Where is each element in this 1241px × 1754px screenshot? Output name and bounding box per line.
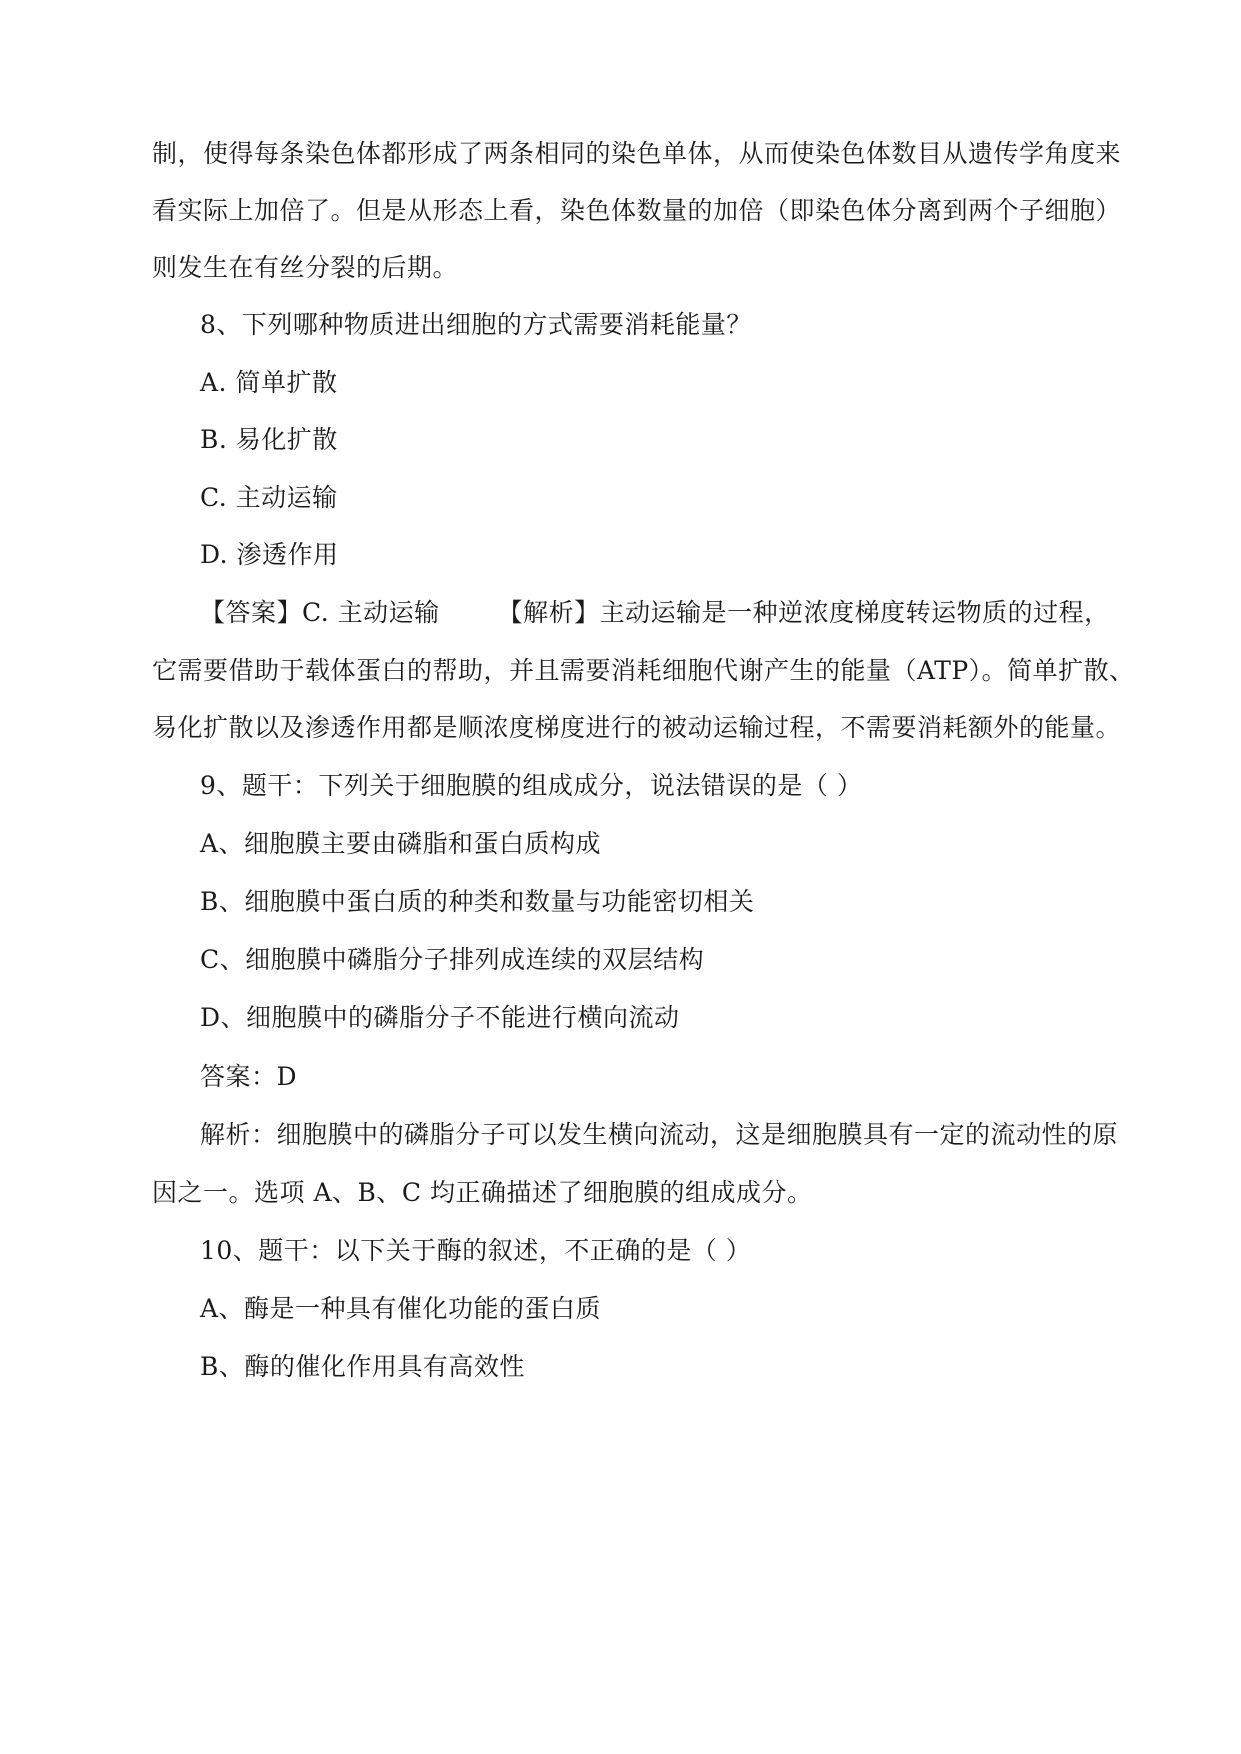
q8-answer-line	[200, 596, 1150, 630]
q8-analysis-line-1: 【解析】主动运输是一种逆浓度梯度转运物质的过程，	[497, 598, 1110, 627]
q7-explanation-line-2: 看实际上加倍了。但是从形态上看，染色体数量的加倍（即染色体分离到两个子细胞）	[152, 196, 1122, 225]
q8-analysis-line-2: 它需要借助于载体蛋白的帮助，并且需要消耗细胞代谢产生的能量（ATP）。简单扩散、	[152, 656, 1135, 685]
q8-option-b: B. 易化扩散	[200, 425, 338, 454]
q10-stem: 10、题干：以下关于酶的叙述，不正确的是（ ）	[200, 1236, 752, 1265]
q9-option-d: D、细胞膜中的磷脂分子不能进行横向流动	[200, 1003, 680, 1032]
q7-explanation-line-1: 制，使得每条染色体都形成了两条相同的染色单体，从而使染色体数目从遗传学角度来	[152, 139, 1122, 168]
q9-answer: 答案：D	[200, 1062, 298, 1091]
q9-option-b: B、细胞膜中蛋白质的种类和数量与功能密切相关	[200, 887, 755, 916]
q8-answer: 【答案】C. 主动运输	[200, 598, 440, 627]
q7-explanation-line-3: 则发生在有丝分裂的后期。	[152, 253, 459, 282]
q8-analysis-line-3: 易化扩散以及渗透作用都是顺浓度梯度进行的被动运输过程，不需要消耗额外的能量。	[152, 713, 1122, 742]
q8-option-a: A. 简单扩散	[200, 368, 338, 397]
q9-stem: 9、题干：下列关于细胞膜的组成成分，说法错误的是（ ）	[200, 771, 863, 800]
q9-analysis-line-2: 因之一。选项 A、B、C 均正确描述了细胞膜的组成成分。	[152, 1178, 813, 1207]
q9-option-c: C、细胞膜中磷脂分子排列成连续的双层结构	[200, 945, 705, 974]
q8-option-d: D. 渗透作用	[200, 540, 339, 569]
q8-option-c: C. 主动运输	[200, 483, 338, 512]
q10-option-a: A、酶是一种具有催化功能的蛋白质	[200, 1294, 602, 1323]
q10-option-b: B、酶的催化作用具有高效性	[200, 1352, 525, 1381]
q8-stem: 8、下列哪种物质进出细胞的方式需要消耗能量？	[200, 310, 752, 339]
q9-analysis-line-1: 解析：细胞膜中的磷脂分子可以发生横向流动，这是细胞膜具有一定的流动性的原	[200, 1120, 1119, 1149]
q9-option-a: A、细胞膜主要由磷脂和蛋白质构成	[200, 829, 602, 858]
